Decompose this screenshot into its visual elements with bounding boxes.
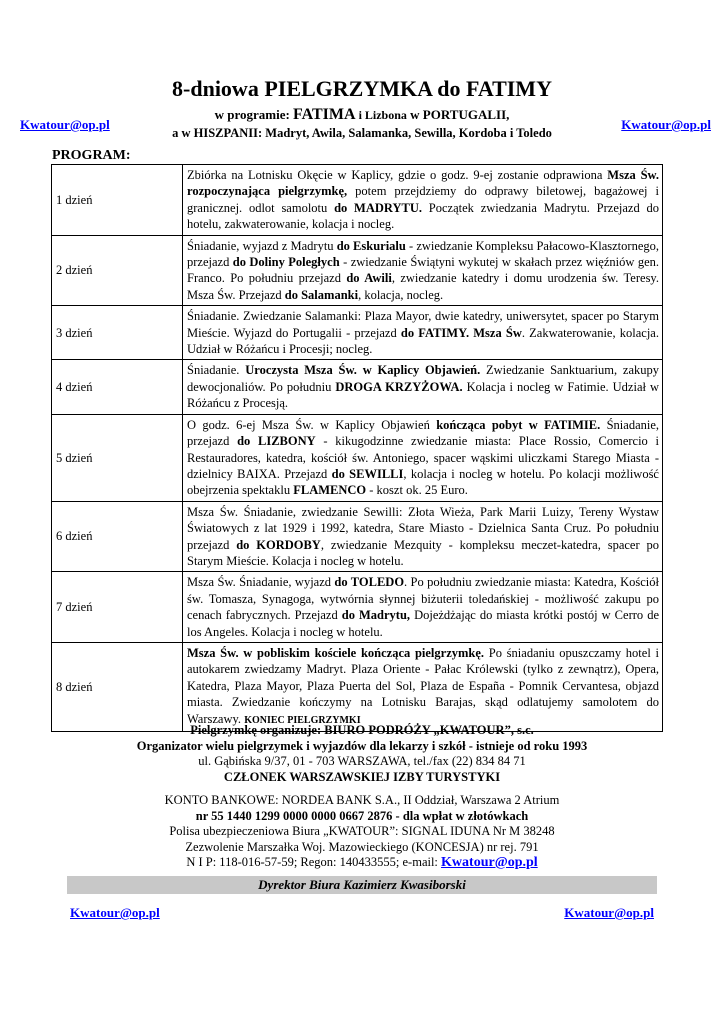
email-link-contact[interactable]: Kwatour@op.pl (441, 855, 538, 870)
program-row (52, 235, 663, 306)
description-text: Śniadanie. Zwiedzanie Salamanki: Plaza Mayor, dwie katedry, uniwersytet, spacer po Starym Mieście. Wyjazd do Portugalii - przejazd (187, 309, 659, 340)
description-text: do MADRYTU. (334, 200, 423, 215)
description-text: Po śniadaniu opuszczamy hotel i autokarem zwiedzamy Madryt. Plaza Oriente - Pałac Królewski (tylko z zewnątrz), Opera, Katedra, Plaza Mayor, Plaza Puerta del Sol, Plaza de España - Pomnik Cervantesa, objazd miasta. Zwiedzanie kończymy na Lotnisku Barajas, skąd odlatujemy samolotem do Warszawy. (187, 645, 659, 726)
description-text: . Zakwaterowanie, kolacja. Udział w Różańcu i Procesji; nocleg. (187, 325, 659, 357)
day-description (183, 414, 663, 501)
day-description (183, 572, 663, 643)
program-row (52, 306, 663, 360)
organizer-block (0, 723, 724, 785)
description-text: do Awili (346, 271, 392, 286)
description-text: do FATIMY. Msza Św (400, 325, 522, 340)
day-label: 1 dzień (52, 165, 183, 236)
description-text: Msza Św. rozpoczynająca pielgrzymkę, (187, 168, 659, 199)
email-link-bottom-left[interactable]: Kwatour@op.pl (70, 905, 160, 920)
email-link-bottom-right[interactable]: Kwatour@op.pl (564, 905, 654, 920)
description-text: . Po południu zwiedzanie miasta: Katedra, Kościół św. Tomasza, Synagoga, wytwórnia słynnej biżuterii toledańskiej - możliwość zakupu po cenach fabrycznych. Przejazd (187, 575, 659, 623)
day-label: 8 dzień (52, 642, 183, 731)
description-text: Początek zwiedzania Madrytu. Przejazd do hotelu, zakwaterowanie, kolacja i nocleg. (187, 200, 659, 232)
email-link-top-right[interactable]: Kwatour@op.pl (621, 117, 711, 132)
description-text: potem przejdziemy do odprawy biletowej, bagażowej i granicznej. odlot samolotu (187, 184, 659, 215)
day-description (183, 306, 663, 360)
description-text: Śniadanie. (187, 363, 246, 378)
program-row (52, 642, 663, 731)
day-label: 5 dzień (52, 414, 183, 501)
description-text: Dojeżdżając do miasta krótki postój w Cerro de los Angeles. Kolacja i nocleg w hotelu. (187, 608, 659, 639)
day-label: 4 dzień (52, 360, 183, 414)
program-row (52, 165, 663, 236)
description-text: do Madrytu, (341, 608, 411, 623)
description-text: do LIZBONY (237, 434, 316, 449)
tax-ids: N I P: 118-016-57-59; Regon: 140433555; e-mail: (186, 855, 442, 869)
subtitle-lisbon: i Lizbona (355, 108, 407, 122)
description-text: do Doliny Poległych (232, 255, 340, 270)
day-description (183, 501, 663, 572)
subtitle-fatima: FATIMA (293, 106, 356, 123)
day-label: 3 dzień (52, 306, 183, 360)
day-description (183, 642, 663, 731)
description-text: Msza Św. Śniadanie, wyjazd (187, 575, 335, 590)
program-row (52, 414, 663, 501)
description-text: DROGA KRZYŻOWA. (335, 379, 463, 394)
day-label: 6 dzień (52, 501, 183, 572)
description-text: Śniadanie, przejazd (187, 417, 660, 449)
description-text: , zwiedzanie katedry i domu urodzenia św. Teresy. Msza Św. Przejazd (187, 271, 659, 302)
description-text: Zwiedzanie Sanktuarium, zakupy dewocjonaliów. Po południu (187, 363, 659, 394)
description-text: do Salamanki (284, 287, 359, 302)
bank-block (0, 793, 724, 871)
organizer-line: Pielgrzymkę organizuje: BIURO PODRÓŻY „KWATOUR”, s.c. (190, 723, 534, 737)
description-text: , kolacja i nocleg w hotelu. Po kolacji możliwość obejrzenia spektaklu (187, 466, 659, 498)
organizer-history: Organizator wielu pielgrzymek i wyjazdów dla lekarzy i szkół - istnieje od roku 1993 (136, 738, 588, 753)
subtitle-line-2: a w HISZPANII: Madryt, Awila, Salamanka, Sewilla, Kordoba i Toledo (172, 126, 552, 140)
organizer-address: ul. Gąbińska 9/37, 01 - 703 WARSZAWA, tel./fax (22) 834 84 71 (198, 754, 526, 768)
description-text: - koszt ok. 25 Euro. (366, 483, 468, 498)
tax-info (0, 855, 724, 871)
description-text: Uroczysta Msza Św. w Kaplicy Objawień. (245, 363, 481, 378)
subtitle-line-1 (0, 106, 724, 124)
subtitle-prefix: w programie: (214, 107, 294, 122)
description-text: , kolacja, nocleg. (358, 287, 444, 302)
day-description (183, 165, 663, 236)
program-table (51, 164, 663, 732)
program-row (52, 360, 663, 414)
license: Zezwolenie Marszałka Woj. Mazowieckiego (KONCESJA) nr rej. 791 (185, 839, 539, 854)
description-text: KONIEC PIELGRZYMKI (244, 714, 361, 726)
insurance-policy: Polisa ubezpieczeniowa Biura „KWATOUR”: SIGNAL IDUNA Nr M 38248 (169, 824, 555, 838)
program-label: PROGRAM: (52, 148, 131, 163)
description-text: do KORDOBY (236, 537, 321, 552)
bank-account-number: nr 55 1440 1299 0000 0000 0667 2876 - dla wpłat w złotówkach (195, 808, 529, 823)
description-text: FLAMENCO (293, 483, 367, 498)
description-text: - zwiedzanie Świątyni wykutej w skałach przez więźniów gen. Franco. Po południu przejazd (187, 255, 659, 286)
description-text: Śniadanie, wyjazd z Madrytu (187, 238, 337, 253)
program-row (52, 572, 663, 643)
bank-account-name: KONTO BANKOWE: NORDEA BANK S.A., II Oddział, Warszawa 2 Atrium (164, 793, 560, 807)
director-bar: Dyrektor Biura Kazimierz Kwasiborski (67, 876, 657, 894)
description-text: , zwiedzanie Mezquity - kompleksu meczet-katedra, spacer po Starym Mieście. Kolacja i nocleg w hotelu. (187, 537, 659, 568)
day-description (183, 235, 663, 306)
day-description (183, 360, 663, 414)
description-text: do Eskurialu (336, 238, 406, 253)
description-text: Zbiórka na Lotnisku Okęcie w Kaplicy, gdzie o godz. 9-ej zostanie odprawiona (187, 168, 608, 182)
description-text: O godz. 6-ej Msza Św. w Kaplicy Objawień (187, 417, 437, 432)
description-text: Msza Św. Śniadanie, zwiedzanie Sewilli: Złota Wieża, Park Marii Luizy, Tereny Wystaw Światowych z lat 1929 i 1992, katedra, Stare Miasto - Dzielnica Santa Cruz. Po południu przejazd (187, 504, 659, 552)
description-text: - kikugodzinne zwiedzanie miasta: Place Rossio, Comercio i Restauradores, katedra, kościół św. Antoniego, spacer wąskimi uliczkami Starego Miasta - dzielnicy BAIXA. Przejazd (187, 434, 659, 481)
program-row (52, 501, 663, 572)
subtitle-suffix: w PORTUGALII, (406, 107, 510, 122)
organizer-membership: CZŁONEK WARSZAWSKIEJ IZBY TURYSTYKI (223, 769, 501, 784)
description-text: do TOLEDO (334, 575, 405, 590)
day-label: 7 dzień (52, 572, 183, 643)
description-text: kończąca pobyt w FATIMIE. (436, 417, 601, 432)
description-text: Kolacja i nocleg w Fatimie. Udział w Różańcu z Procesją. (187, 379, 660, 411)
description-text: Msza Św. w pobliskim kościele kończąca pielgrzymkę. (187, 645, 485, 660)
email-link-top-left[interactable]: Kwatour@op.pl (20, 117, 110, 132)
page-title: 8-dniowa PIELGRZYMKA do FATIMY (172, 76, 552, 101)
day-label: 2 dzień (52, 235, 183, 306)
description-text: do SEWILLI (331, 466, 404, 481)
description-text: - zwiedzanie Kompleksu Pałacowo-Klasztornego, przejazd (187, 238, 659, 270)
